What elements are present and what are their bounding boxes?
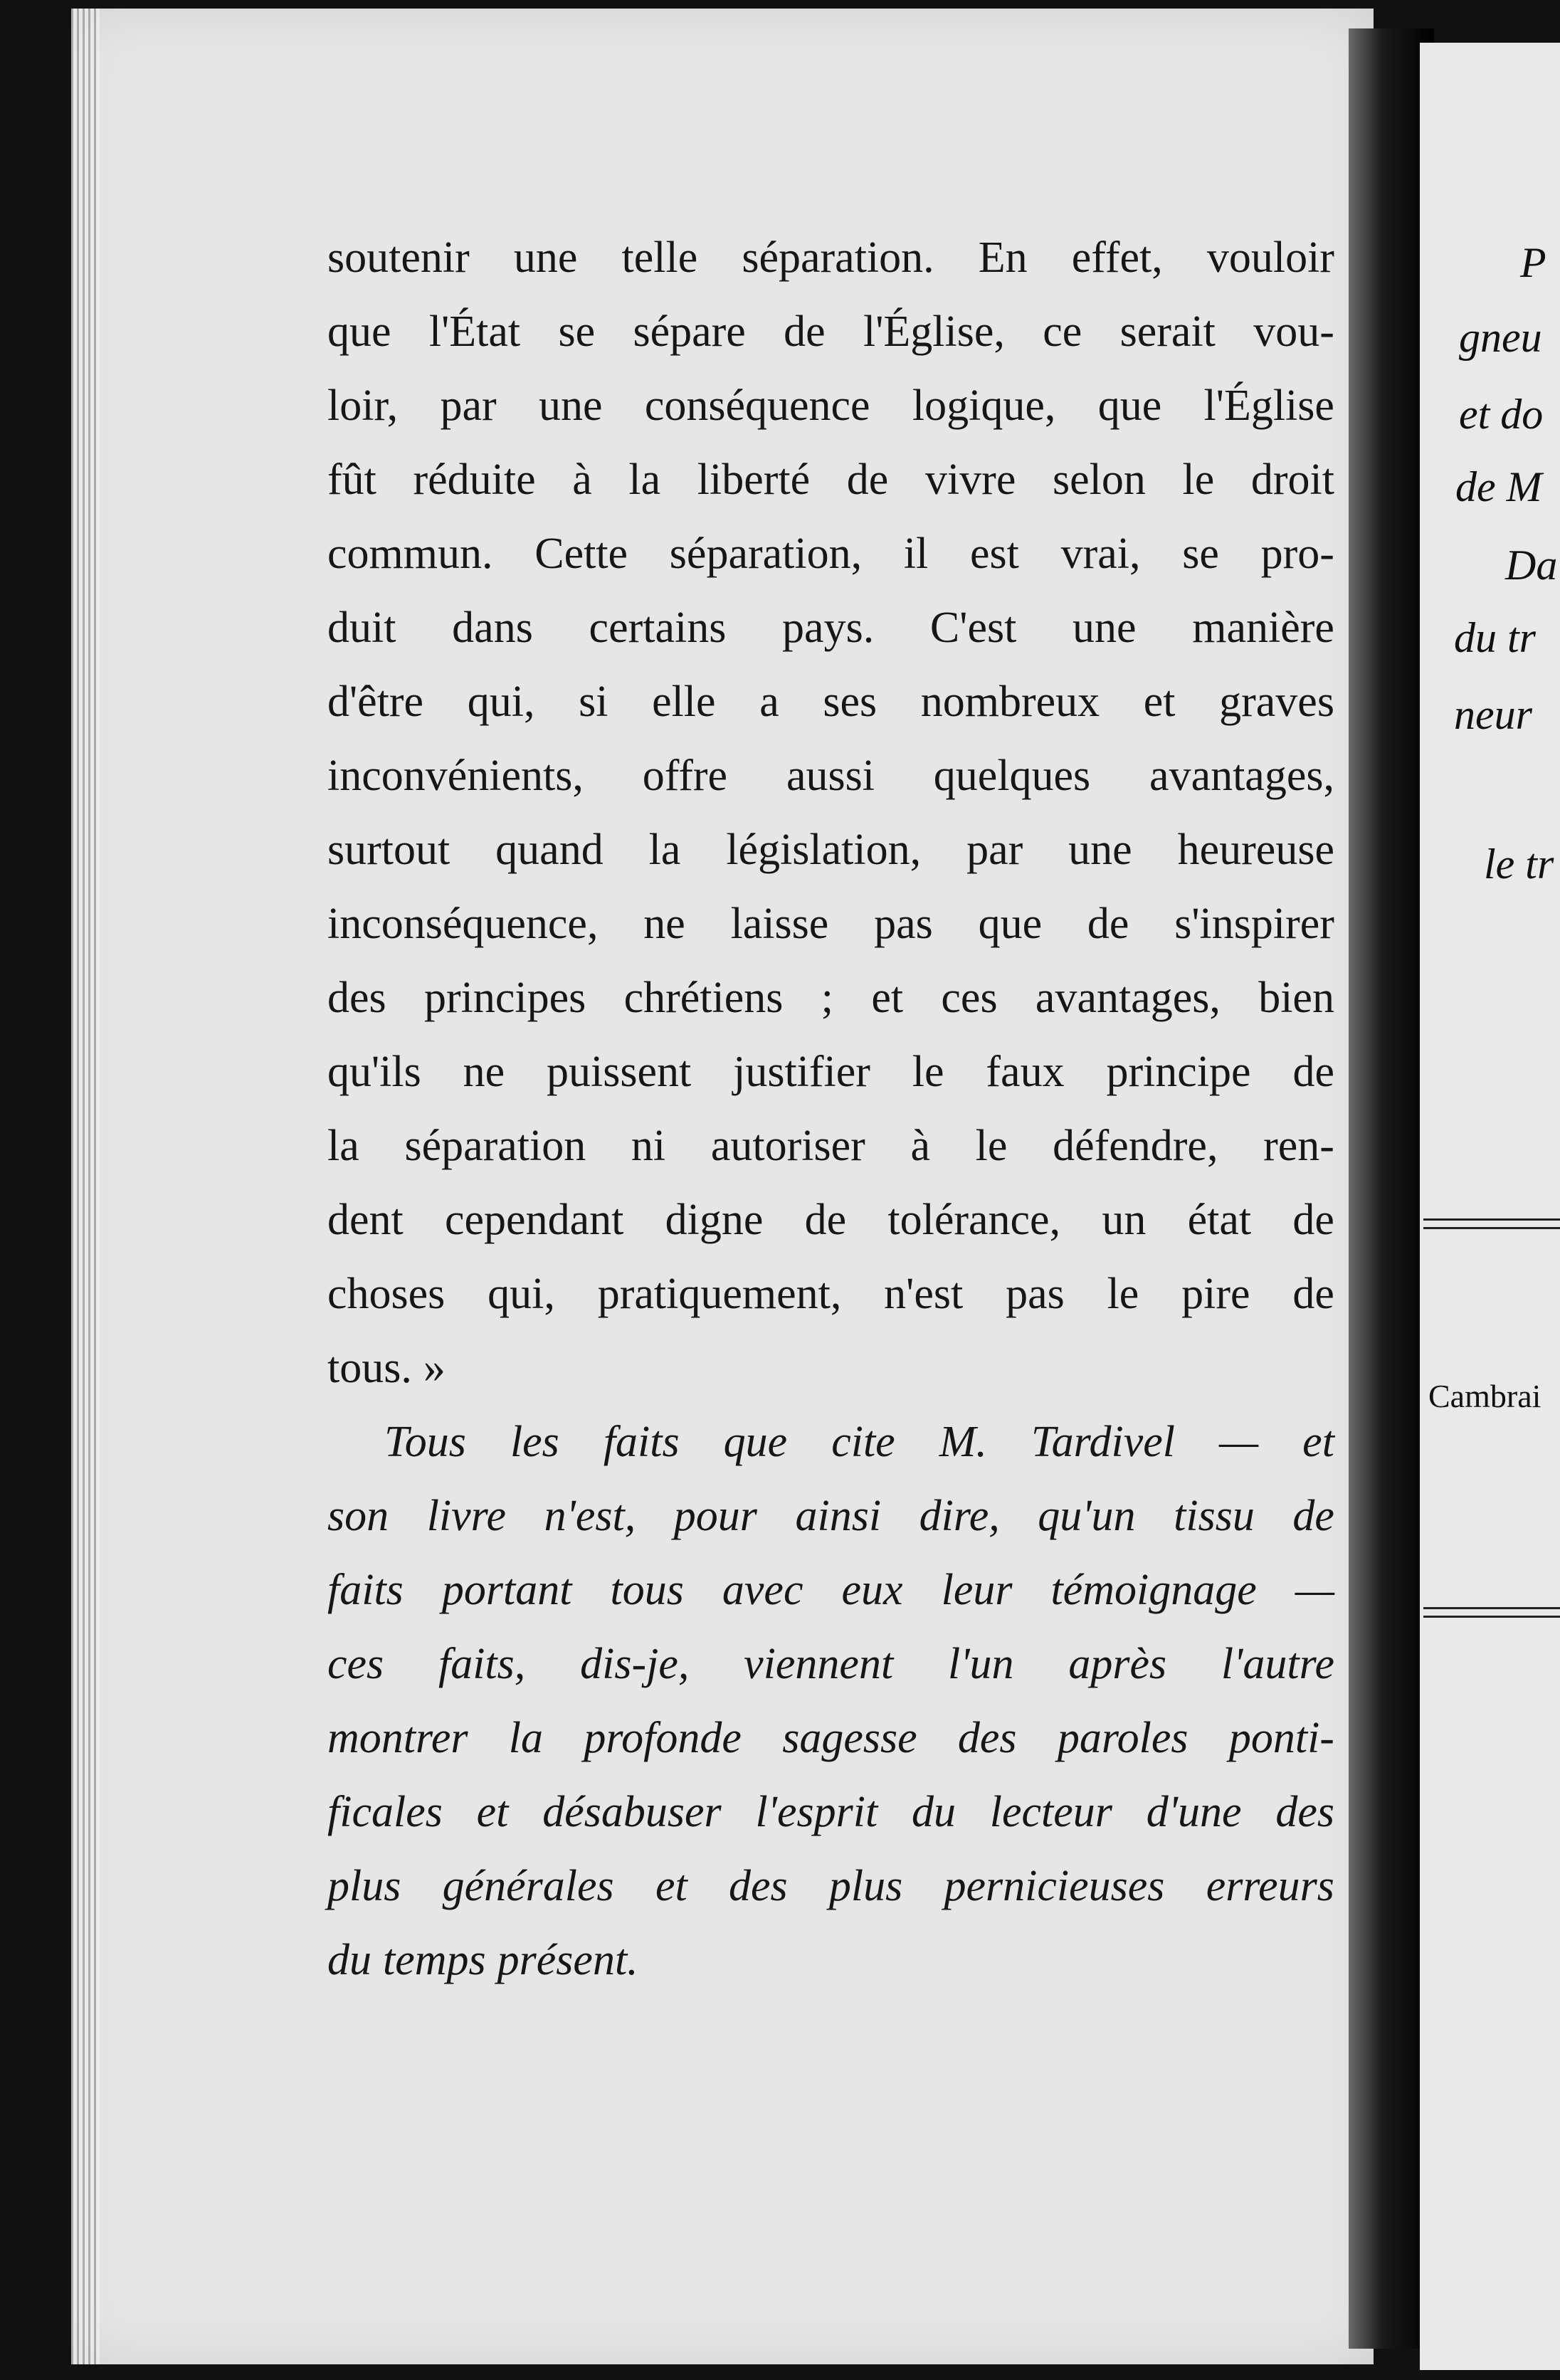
word: qu'un <box>1038 1492 1136 1540</box>
word: tous. <box>327 1344 412 1392</box>
text-line <box>327 1035 1334 1109</box>
cambrai-label: Cambrai <box>1428 1378 1541 1414</box>
word: séparation, <box>669 530 863 578</box>
word: eux <box>841 1566 903 1614</box>
word: ces <box>327 1640 384 1688</box>
word: ne <box>463 1048 505 1096</box>
word: de <box>784 307 826 356</box>
word: vivre <box>924 456 1016 504</box>
word: certains <box>589 604 727 652</box>
word: avec <box>722 1566 803 1614</box>
word: serait <box>1119 307 1216 356</box>
text-line <box>327 961 1334 1035</box>
word: ce <box>1043 307 1082 356</box>
word: conséquence <box>644 381 870 430</box>
word: justifier <box>733 1048 870 1096</box>
word: montrer <box>327 1714 468 1762</box>
word: faux <box>986 1048 1065 1096</box>
word: inconvénients, <box>327 752 584 800</box>
word: de <box>846 456 889 504</box>
word: graves <box>1219 678 1334 726</box>
word: digne <box>665 1196 764 1244</box>
word: logique, <box>912 381 1056 430</box>
text-line <box>327 591 1334 665</box>
word: l'Église <box>1203 381 1334 430</box>
word: principes <box>424 974 586 1022</box>
word: plus <box>327 1862 401 1910</box>
text-line <box>327 443 1334 517</box>
word: une <box>538 381 603 430</box>
text-line <box>327 221 1334 295</box>
word: tolérance, <box>887 1196 1061 1244</box>
right-page-rule <box>1423 1607 1560 1609</box>
word: fût <box>327 456 376 504</box>
word: manière <box>1192 604 1334 652</box>
text-line <box>327 1183 1334 1257</box>
word: et <box>871 974 904 1022</box>
word: puissent <box>547 1048 692 1096</box>
word: qui, <box>467 678 535 726</box>
word: Tardivel <box>1031 1418 1175 1466</box>
word: qu'ils <box>327 1048 421 1096</box>
word: l'État <box>428 307 521 356</box>
word: erreurs <box>1206 1862 1334 1910</box>
word: la <box>327 1122 359 1170</box>
word: avantages, <box>1149 752 1334 800</box>
word: quand <box>495 826 604 874</box>
word: plus <box>828 1862 903 1910</box>
right-fragment: le tr <box>1484 841 1554 888</box>
word: — <box>1295 1566 1334 1614</box>
word: faits <box>603 1418 680 1466</box>
word: la <box>628 456 661 504</box>
text-line <box>327 1109 1334 1183</box>
text-line <box>327 295 1334 369</box>
word: pratiquement, <box>597 1270 842 1318</box>
word: ficales <box>327 1788 443 1836</box>
right-page-text <box>1427 0 1560 2380</box>
italic-text-line <box>327 1923 1334 1997</box>
word: Cette <box>534 530 628 578</box>
word: C'est <box>929 604 1017 652</box>
word: droit <box>1250 456 1334 504</box>
word: autoriser <box>710 1122 865 1170</box>
word: le <box>1107 1270 1139 1318</box>
word: ni <box>631 1122 666 1170</box>
word: de <box>1292 1270 1334 1318</box>
right-fragment: Da <box>1505 542 1558 589</box>
word: le <box>912 1048 944 1096</box>
italic-text-line <box>327 1405 1334 1479</box>
word: heureuse <box>1177 826 1334 874</box>
word: En <box>978 233 1028 282</box>
word: réduite <box>413 456 536 504</box>
word: de <box>1292 1048 1334 1096</box>
word: état <box>1187 1196 1252 1244</box>
word: laisse <box>730 900 829 948</box>
word: leur <box>941 1566 1013 1614</box>
word: séparation. <box>742 233 934 282</box>
word: s'inspirer <box>1174 900 1334 948</box>
word: que <box>327 307 391 356</box>
word: ponti- <box>1228 1714 1334 1762</box>
word: la <box>648 826 681 874</box>
word: ainsi <box>795 1492 882 1540</box>
word: principe <box>1106 1048 1251 1096</box>
right-fragment: gneu <box>1459 314 1542 361</box>
word: se <box>558 307 596 356</box>
word: cite <box>831 1418 895 1466</box>
word: à <box>572 456 592 504</box>
word: son <box>327 1492 389 1540</box>
word: duit <box>327 604 396 652</box>
word: cependant <box>445 1196 624 1244</box>
right-fragment: P <box>1520 239 1546 286</box>
word: si <box>579 678 608 726</box>
word: aussi <box>786 752 875 800</box>
left-page-edge <box>71 9 100 2364</box>
italic-text-line <box>327 1479 1334 1553</box>
word: ces <box>941 974 998 1022</box>
word: se <box>1182 530 1219 578</box>
word: des <box>957 1714 1017 1762</box>
word: des <box>1275 1788 1334 1836</box>
word: témoignage <box>1050 1566 1257 1614</box>
word: après <box>1068 1640 1167 1688</box>
italic-text-line <box>327 1627 1334 1701</box>
word: lecteur <box>989 1788 1112 1836</box>
word: M. <box>939 1418 987 1466</box>
word: pro- <box>1260 530 1334 578</box>
word: l'esprit <box>755 1788 878 1836</box>
word: que <box>1097 381 1162 430</box>
word: faits <box>327 1566 404 1614</box>
word: à <box>910 1122 930 1170</box>
word: dire, <box>919 1492 1000 1540</box>
word: tous <box>610 1566 684 1614</box>
word: de <box>1292 1492 1334 1540</box>
word: liberté <box>697 456 811 504</box>
word: générales <box>442 1862 614 1910</box>
word: pernicieuses <box>944 1862 1165 1910</box>
right-page-rule <box>1423 1218 1560 1221</box>
word: quelques <box>933 752 1091 800</box>
word: ne <box>643 900 685 948</box>
word: une <box>513 233 578 282</box>
word: telle <box>621 233 698 282</box>
text-line <box>327 665 1334 739</box>
word: inconséquence, <box>327 900 599 948</box>
word: livre <box>426 1492 507 1540</box>
text-line <box>327 1257 1334 1331</box>
word: pas <box>874 900 933 948</box>
word: sépare <box>633 307 746 356</box>
word: un <box>1102 1196 1147 1244</box>
word: sagesse <box>782 1714 917 1762</box>
text-line <box>327 517 1334 591</box>
word: portant <box>441 1566 572 1614</box>
word: pas <box>1006 1270 1065 1318</box>
word: vouloir <box>1206 233 1334 282</box>
word: dis-je, <box>580 1640 690 1688</box>
word: est <box>970 530 1019 578</box>
word: pays. <box>782 604 875 652</box>
word: dent <box>327 1196 404 1244</box>
word: l'un <box>948 1640 1014 1688</box>
word: ; <box>821 974 833 1022</box>
word: défendre, <box>1053 1122 1218 1170</box>
word: et <box>1143 678 1176 726</box>
word: une <box>1068 826 1132 874</box>
right-fragment: du tr <box>1454 614 1537 661</box>
word: séparation <box>404 1122 586 1170</box>
word: et <box>476 1788 509 1836</box>
word: selon <box>1052 456 1146 504</box>
right-page-rule <box>1423 1227 1560 1229</box>
word: les <box>510 1418 559 1466</box>
word: nombreux <box>920 678 1100 726</box>
word: viennent <box>744 1640 894 1688</box>
word: qui, <box>488 1270 555 1318</box>
word: Tous <box>384 1418 466 1466</box>
word: législation, <box>726 826 922 874</box>
word: de <box>804 1196 847 1244</box>
word: choses <box>327 1270 446 1318</box>
right-page-rule <box>1423 1616 1560 1618</box>
word: d'une <box>1146 1788 1242 1836</box>
word: profonde <box>584 1714 742 1762</box>
word: — <box>1219 1418 1259 1466</box>
word: dans <box>452 604 533 652</box>
word: désabuser <box>542 1788 722 1836</box>
word: la <box>508 1714 544 1762</box>
word: vou- <box>1253 307 1334 356</box>
word: par <box>440 381 497 430</box>
word: que <box>978 900 1043 948</box>
word: et <box>1302 1418 1334 1466</box>
italic-text-line <box>327 1775 1334 1849</box>
word: offre <box>642 752 728 800</box>
word: pire <box>1181 1270 1250 1318</box>
word: ren- <box>1263 1122 1334 1170</box>
word: il <box>903 530 929 578</box>
text-line <box>327 369 1334 443</box>
word: l'autre <box>1221 1640 1334 1688</box>
word: surtout <box>327 826 450 874</box>
word: commun. <box>327 530 493 578</box>
text-line <box>327 813 1334 887</box>
word: bien <box>1258 974 1334 1022</box>
word: paroles <box>1057 1714 1189 1762</box>
italic-text-line <box>327 1849 1334 1923</box>
italic-text-line <box>327 1701 1334 1775</box>
word: du <box>327 1936 371 1984</box>
text-line <box>327 1331 1334 1405</box>
word: elle <box>652 678 716 726</box>
word: des <box>327 974 386 1022</box>
word: avantages, <box>1035 974 1221 1022</box>
word: n'est <box>884 1270 964 1318</box>
right-fragment: de M <box>1455 463 1542 510</box>
word: de <box>1087 900 1129 948</box>
italic-text-line <box>327 1553 1334 1627</box>
word: ses <box>823 678 878 726</box>
word: de <box>1292 1196 1334 1244</box>
word: des <box>728 1862 788 1910</box>
word: soutenir <box>327 233 470 282</box>
word: a <box>759 678 779 726</box>
word: d'être <box>327 678 424 726</box>
word: que <box>723 1418 788 1466</box>
word: une <box>1072 604 1137 652</box>
word: l'Église, <box>863 307 1005 356</box>
word: n'est, <box>544 1492 636 1540</box>
word: tissu <box>1174 1492 1255 1540</box>
right-fragment: neur <box>1454 691 1532 738</box>
word: et <box>655 1862 687 1910</box>
word: temps <box>383 1936 486 1984</box>
word: le <box>975 1122 1008 1170</box>
word: vrai, <box>1060 530 1141 578</box>
word: » <box>423 1344 446 1392</box>
word: effet, <box>1071 233 1163 282</box>
word: loir, <box>327 381 399 430</box>
word: du <box>911 1788 956 1836</box>
word: pour <box>673 1492 757 1540</box>
word: présent. <box>497 1936 638 1984</box>
text-line <box>327 739 1334 813</box>
word: faits, <box>438 1640 526 1688</box>
left-page-body <box>327 221 1334 1997</box>
word: le <box>1182 456 1215 504</box>
word: chrétiens <box>623 974 784 1022</box>
right-fragment: et do <box>1459 391 1544 438</box>
text-line <box>327 887 1334 961</box>
word: par <box>966 826 1023 874</box>
